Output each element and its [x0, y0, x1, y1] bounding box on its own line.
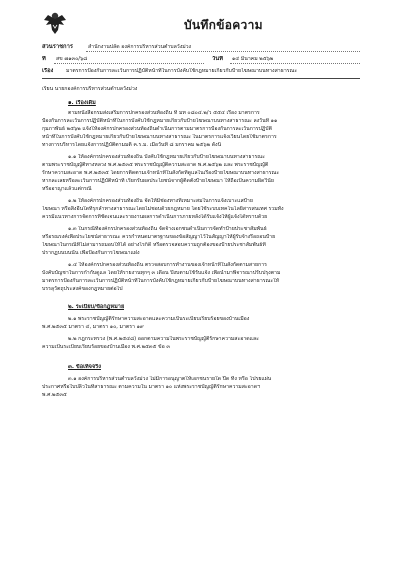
- item-3-1-line: ๓.๑ องค์การบริหารส่วนตำบลวังม่วง ไม่มีการอนุญาตให้เอกชนรายใด ปิด ทิ้ง หรือ โปรยแผ่น: [68, 376, 272, 382]
- item-2-1-line: ๒.๑ พระราชบัญญัติรักษาความสะอาดและความเป็นระเบียบเรียบร้อยของบ้านเมือง: [68, 316, 250, 322]
- item-1-4-line: บังคับบัญชาในการกำกับดูแล โดยให้รายงานทุกๆ ๓ เดือน ปีงบตามใช้รับแจ้ง เพื่อนำมาพิจารณาปรับปรุงตาม: [42, 270, 281, 276]
- item-1-4-line: บรรลุวัตถุประสงค์ของกฎหมายต่อไป: [42, 286, 123, 292]
- item-1-4-line: มาตรการป้องกันการละเว้นการปฏิบัติหน้าที่ในการบังคับใช้กฎหมายเกี่ยวกับป้ายโฆษณาบนทางสาธารณะให้: [42, 278, 280, 284]
- section-1-paragraph-line: ป้องกันการละเว้นการปฏิบัติหน้าที่ในการบังคับใช้กฎหมายเกี่ยวกับป้ายโฆษณาบนทางสาธารณะ ลงวันที่ ๑๑: [42, 118, 278, 124]
- item-1-2-line: ควรมีแนวทางการจัดการที่ชัดเจนและรายงานผลการดำเนินการภายหลังได้รับแจ้งให้ผู้แจ้งได้ทราบด้วย: [42, 214, 268, 220]
- item-1-3-line: หรือรณรงค์เพื่อประโยชน์สาธารณะ ควรกำหนดมาตรฐานของข้อสัญญาไว้ในสัญญาให้ผู้รับจ้างรื้อถอนป้าย: [42, 234, 276, 240]
- item-1-1-line: หรืออาญาแล้วแต่กรณี: [42, 186, 92, 192]
- section-heading-regulations: ๒. ระเบียบ/ข้อกฎหมาย: [68, 304, 125, 310]
- item-2-2-line: ความเป็นระเบียบเรียบร้อยของบ้านเมือง พ.ศ.๒๕๓๕ ข้อ ๓: [42, 344, 170, 350]
- item-1-1-line: รักษาความสะอาด พ.ศ.๒๕๓๕ โดยการติดตามเจ้าหน้าที่ในสังกัดที่ดูแลในเรื่องป้ายโฆษณาบนทางสาธารณะ: [42, 170, 280, 176]
- item-1-2-line: โฆษณา หรือสิ่งอื่นใดที่รุกล้ำทางสาธารณะโดยไม่ชอบด้วยกฎหมาย โดยใช้ระบบเทคโนโลยีสารสนเทศ รวมทั้ง: [42, 206, 284, 212]
- item-1-1-line: หากละเลยหรือละเว้นการปฏิบัติหน้าที่ เรียกรับผลประโยชน์จากผู้ติดตั้งป้ายโฆษณา ให้ถือเป็นความผิดวินัย: [42, 178, 274, 184]
- salutation: เรียน นายกองค์การบริหารส่วนตำบลวังม่วง: [42, 86, 138, 92]
- item-1-1-line: ๑.๑ ให้องค์กรปกครองส่วนท้องถิ่น บังคับใช้กฎหมายเกี่ยวกับป้ายโฆษณาบนทางสาธารณะ: [68, 154, 265, 160]
- item-3-1-line: ประกาศหรือใบปลิวในที่สาธารณะ ตามความใน มาตรา ๑๐ แห่งพระราชบัญญัติรักษาความสะอาดฯ: [42, 384, 260, 390]
- date-label: วันที่: [212, 56, 224, 62]
- section-1-paragraph-line: กุมภาพันธ์ ๒๕๖๒ แจ้งให้องค์กรปกครองส่วนท้องถิ่นดำเนินการตามมาตรการป้องกันการละเว้นการปฏิบัติ: [42, 126, 272, 132]
- item-1-1-line: ตามพระราชบัญญัติทางหลวง พ.ศ.๒๕๓๕ พระราชบัญญัติความสะอาด พ.ศ.๒๕๖๒ และ พระราชบัญญัติ: [42, 162, 269, 168]
- agency-label: ส่วนราชการ: [42, 44, 73, 50]
- subject-label: เรื่อง: [42, 68, 54, 74]
- date-value: ๑๔ มีนาคม ๒๕๖๒: [232, 56, 274, 62]
- item-1-3-line: ปรากฏบนบนนั้น เพื่อป้องกันการโฆษณาแฝง: [42, 250, 140, 256]
- section-1-paragraph-line: ทางการบริหารโดยแจ้งการปฏิบัติตามมติ ค.ร.ม. เมื่อวันที่ ๘ มกราคม ๒๕๖๒ ดังนี้: [42, 142, 222, 148]
- section-heading-background: ๑. เรื่องเดิม: [68, 100, 96, 106]
- ref-value: สข ๗๑๓๐/๖๘: [56, 56, 88, 62]
- ref-label: ที่: [42, 56, 46, 62]
- agency-value: สำนักงานปลัด องค์การบริหารส่วนตำบลวังม่วง: [88, 44, 192, 50]
- item-1-3-line: โฆษณาในกรณีที่ไม่สามารถมอบให้ได้ อย่างไรก็ดี หรือตรวจสอบความถูกต้องของป้ายประชาสัมพันธ์ที่: [42, 242, 266, 248]
- garuda-emblem-icon: [42, 10, 68, 36]
- item-3-1-line: พ.ศ.๒๕๓๕: [42, 392, 67, 398]
- item-1-2-line: ๑.๒ ให้องค์กรปกครองส่วนท้องถิ่น จัดให้มีช่องทางที่เหมาะสมในการแจ้งเบาะแสป้าย: [68, 198, 253, 204]
- item-2-2-line: ๒.๒ กฎกระทรวง (พ.ศ.๒๕๔๘) ออกตามความในพระราชบัญญัติรักษาความสะอาดและ: [68, 336, 259, 342]
- item-1-3-line: ๑.๓ ในกรณีที่องค์กรปกครองส่วนท้องถิ่น จัดจ้างเอกชนดำเนินการจัดทำป้ายประชาสัมพันธ์: [68, 226, 267, 232]
- item-2-1-line: พ.ศ.๒๕๓๕ มาตรา ๔, มาตรา ๑๐, มาตรา ๑๙: [42, 324, 144, 330]
- section-heading-facts: ๓. ข้อเท็จจริง: [68, 364, 101, 370]
- header-divider: [42, 78, 360, 79]
- subject-value: มาตรการป้องกันการละเว้นการปฏิบัติหน้าที่ในการบังคับใช้กฎหมายเกี่ยวกับป้ายโฆษณาบนทางสาธารณะ: [66, 68, 298, 74]
- item-1-4-line: ๑.๔ ให้องค์กรปกครองส่วนท้องถิ่น ตรวจสอบการทำงานของเจ้าหน้าที่ในสังกัดตามสายการ: [68, 262, 267, 268]
- section-1-paragraph-line: หน้าที่ในการบังคับใช้กฎหมายเกี่ยวกับป้ายโฆษณาบนทางสาธารณะ ในมาตรการแจ้งเวียนโดยใช้มาตรการ: [42, 134, 277, 140]
- section-1-paragraph-line: ตามหนังสือกรมส่งเสริมการปกครองส่วนท้องถิ่น ที่ มท ๐๘๐๔.๒/ว ๕๕๔ เรื่อง มาตรการ: [68, 110, 260, 116]
- document-title: บันทึกข้อความ: [184, 18, 263, 32]
